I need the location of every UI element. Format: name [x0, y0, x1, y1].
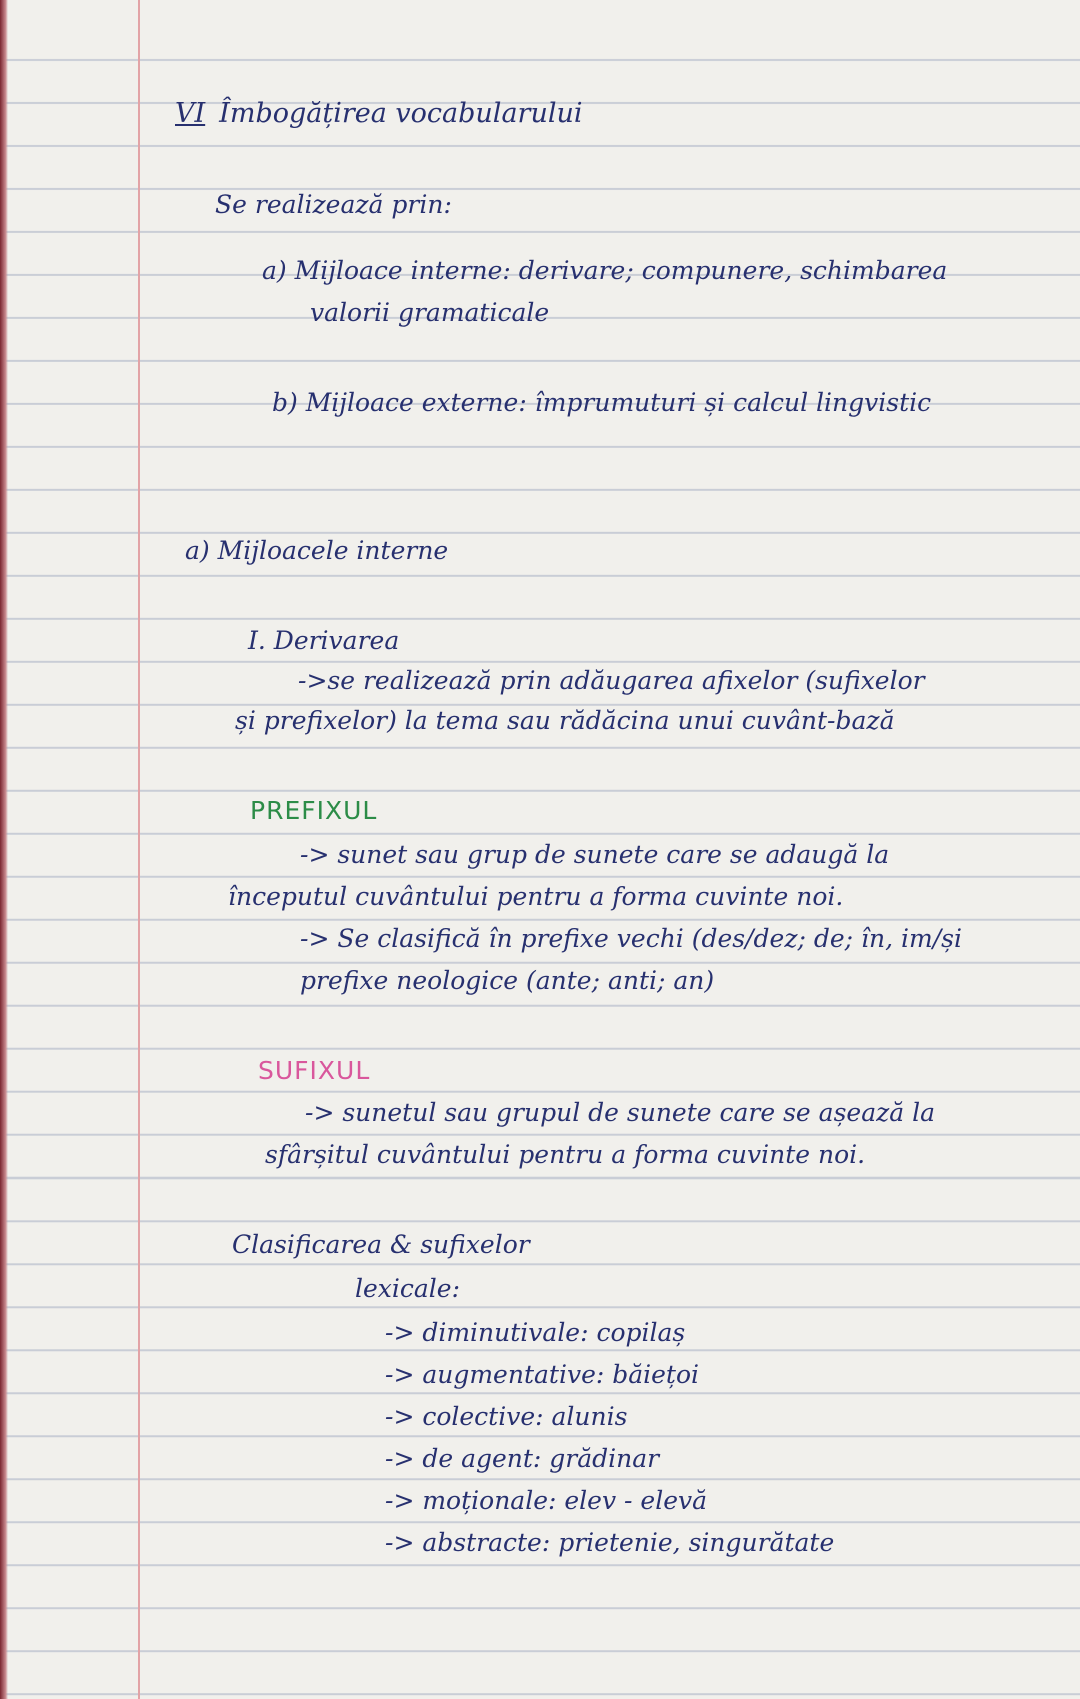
- list-item: -> colective: alunis: [385, 1402, 628, 1431]
- title-text: Îmbogățirea vocabularului: [219, 98, 583, 129]
- derivation-title: I. Derivarea: [248, 626, 400, 655]
- prefix-class-line2: prefixe neologice (ante; anti; an): [300, 966, 715, 995]
- section-a-heading: a) Mijloacele interne: [185, 536, 449, 565]
- page-title: [175, 100, 583, 127]
- list-item: -> diminutivale: copilaș: [385, 1318, 686, 1347]
- list-item: -> augmentative: băiețoi: [385, 1360, 700, 1389]
- derivation-line1: ->se realizează prin adăugarea afixelor (sufixelor: [298, 666, 925, 695]
- list-item: -> abstracte: prietenie, singurătate: [385, 1528, 835, 1557]
- derivation-line2: și prefixelor) la tema sau rădăcina unui cuvânt-bază: [235, 706, 895, 735]
- title-number: VI: [175, 98, 206, 129]
- lexical-label: lexicale:: [355, 1274, 461, 1303]
- classification-title: Clasificarea & sufixelor: [232, 1230, 530, 1259]
- prefix-def-line1: -> sunet sau grup de sunete care se adaugă la: [300, 840, 890, 869]
- margin-line: [138, 0, 140, 1699]
- intro-line: Se realizează prin:: [215, 190, 452, 219]
- suffix-def-line2: sfârșitul cuvântului pentru a forma cuvinte noi.: [265, 1140, 866, 1169]
- prefix-def-line2: începutul cuvântului pentru a forma cuvinte noi.: [228, 882, 844, 911]
- prefix-class-line1: -> Se clasifică în prefixe vechi (des/dez; de; în, im/și: [300, 924, 962, 953]
- item-b: b) Mijloace externe: împrumuturi și calcul lingvistic: [272, 388, 932, 417]
- list-item: -> de agent: grădinar: [385, 1444, 660, 1473]
- notebook-binding-edge: [0, 0, 8, 1699]
- suffix-def-line1: -> sunetul sau grupul de sunete care se așează la: [305, 1098, 936, 1127]
- list-item: -> moționale: elev - elevă: [385, 1486, 708, 1515]
- suffix-heading: SUFIXUL: [258, 1056, 371, 1085]
- prefix-heading: PREFIXUL: [250, 796, 378, 825]
- item-a-line2: valorii gramaticale: [310, 298, 550, 327]
- item-a-line1: a) Mijloace interne: derivare; compunere, schimbarea: [262, 256, 948, 285]
